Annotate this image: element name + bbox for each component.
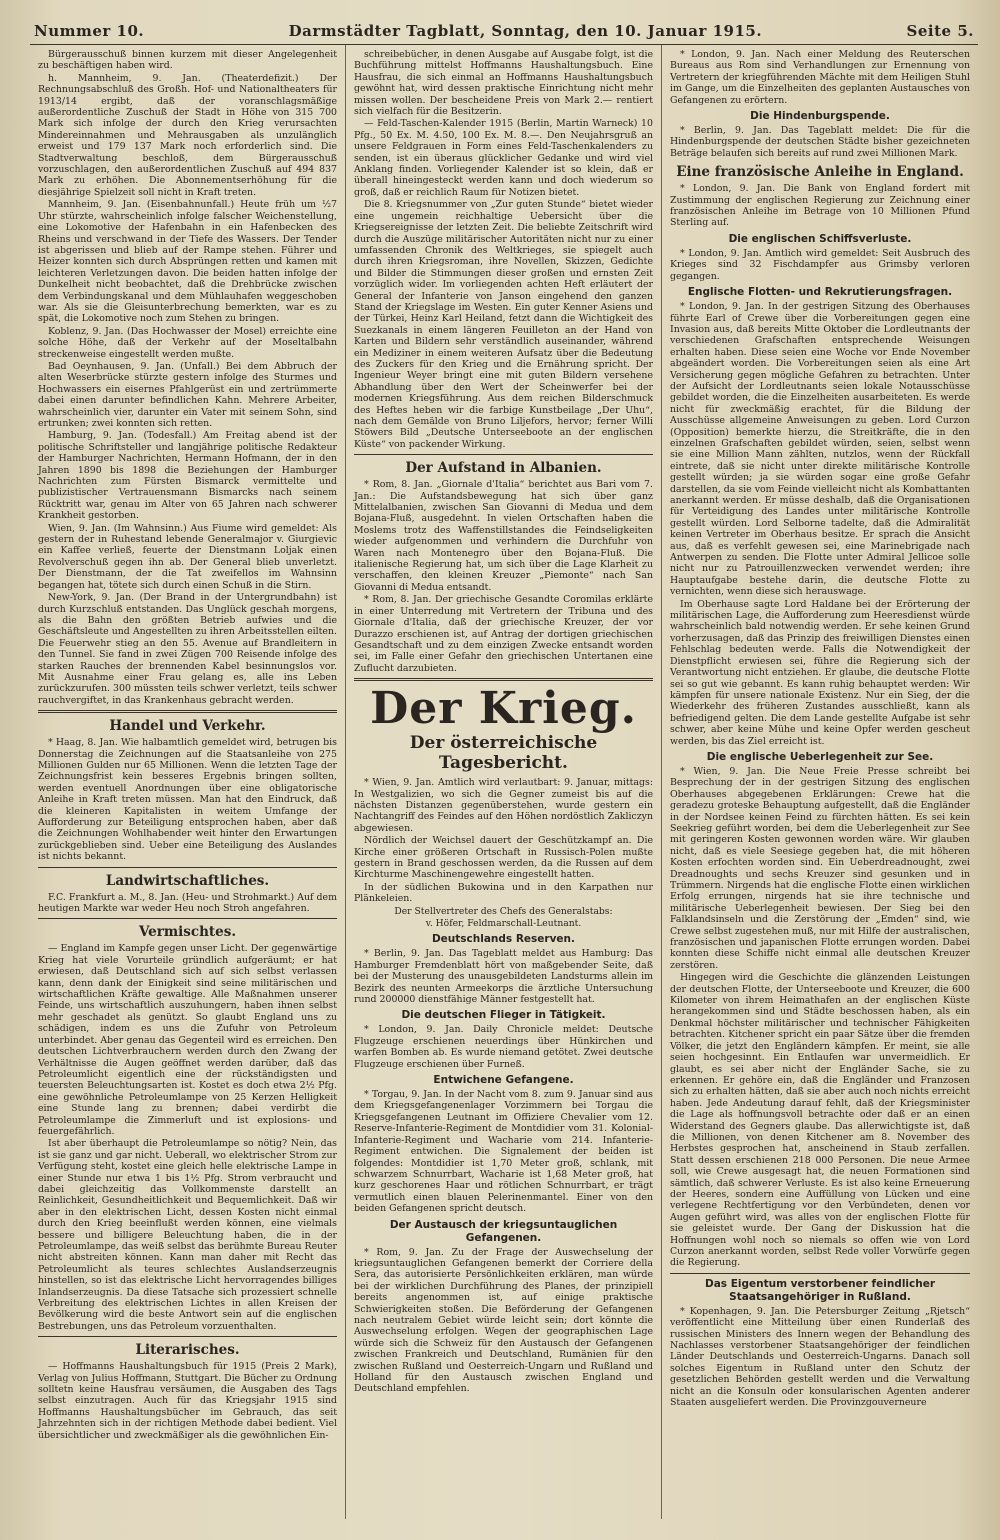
section-heading-flottenfragen: Englische Flotten- und Rekrutierungsfragen. (687, 286, 953, 299)
section-heading-ueberlegenheit: Die englische Ueberlegenheit zur See. (706, 750, 934, 763)
column-1 (30, 45, 346, 1519)
section-heading-eigentum: Das Eigentum verstorbener feindlicher Staatsangehöriger in Rußland. (704, 1277, 936, 1303)
article-text: * Berlin, 9. Jan. Das Tageblatt meldet aus Hamburg: Das Hamburger Fremdenblatt hört von maßgebender Seite, daß bei der Musterung des unausgebildeten Landsturms allein im Bezirk des neunten Armeekorps die ärztliche Untersuchung rund 200000 dienstfähige Männer festgestellt hat. (354, 948, 653, 1006)
main-headline-krieg: Der Krieg. (370, 683, 637, 735)
subheadline-tagesbericht: Der österreichische Tagesbericht. (409, 733, 598, 774)
section-heading-austausch: Der Austausch der kriegsuntauglichen Gefangenen. (389, 1218, 618, 1244)
article-text: Wien, 9. Jan. (Im Wahnsinn.) Aus Fiume wird gemeldet: Als gestern der in Ruhestand lebende Generalmajor v. Giurgievic ein Kaffee verließ, feuerte der Dienstmann Loljak einen Revolverschuß gegen ihn ab. Der General blieb unverletzt. Der Dienstmann, der die Tat zweifellos im Wahnsinn begangen hat, tötete sich durch einen Schuß in die Stirn. (38, 522, 337, 591)
signature-name: v. Höfer, Feldmarschall-Leutnant. (425, 918, 582, 929)
masthead (30, 22, 978, 45)
article-text: Die 8. Kriegsnummer von „Zur guten Stunde“ bietet wieder eine ungemein reichhaltige Uebersicht über die Kriegsereignisse der letzten Zeit. Die beliebte Zeitschrift wird durch die Auszüge militärischer Autoritäten nicht nur zu einer umfassenden Chronik des Weltkrieges, sie spiegelt auch durch ihren Kriegsroman, ihre Novellen, Skizzen, Gedichte und Bilder die Stimmungen dieser großen und ernsten Zeit vorzüglich wider. Im vorliegenden achten Heft erläutert der General der Infanterie von Janson eingehend den ganzen Stand der Kriegslage im Westen. Ein guter Kenner Asiens und der Türkei, Heinz Karl Heiland, fetzt dann die Wichtigkeit des Suezkanals in einem längeren Feuilleton an der Hand von Karten und Bildern sehr verständlich auseinander, während ein Mediziner in einem weiteren Aufsatz über die Bedeutung des Zuckers für den Krieg und die Ernährung spricht. Der Ingenieur Weyer bringt eine mit guten Bildern versehene Abhandlung über den Wert der Scheinwerfer bei der modernen Kriegsführung. Aus dem reichen Bilderschmuck des Heftes heben wir die farbige Kunstbeilage „Der Uhu“, nach dem Gemälde von Bruno Liljefors, hervor; ferner Willi Stöwers Bild „Deutsche Unterseeboote an der englischen Küste“ von packender Wirkung. (354, 199, 653, 450)
article-text: * Rom, 8. Jan. „Giornale d'Italia“ berichtet aus Bari vom 7. Jan.: Die Aufstandsbewegung hat sich über ganz Mittelalbanien, zwischen San Giovanni di Medua und dem Bojana-Fluß, ausgedehnt. In vielen Ortschaften haben die Moslems trotz des Waffenstillstandes die Feindseligkeiten wieder aufgenommen und verhindern die Durchfuhr von Waren nach Montenegro über den Bojana-Fluß. Die italienische Regierung hat, um sich über die Lage Klarheit zu verschaffen, den kleinen Kreuzer „Piemonte“ nach San Giovanni di Medua entsandt. (354, 479, 653, 593)
signature-line: Der Stellvertreter des Chefs des Generalstabs: (394, 905, 613, 917)
article-text: * London, 9. Jan. Amtlich wird gemeldet: Seit Ausbruch des Krieges sind 32 Fischdampfer aus Grimsby verloren gegangen. (670, 247, 970, 282)
article-text: * London, 9. Jan. Daily Chronicle meldet: Deutsche Flugzeuge erschienen neuerdings über Hünkirchen und warfen Bomben ab. Es wurde niemand getötet. Zwei deutsche Flugzeuge erschienen über Furneß. (354, 1024, 653, 1070)
issue-number: Nummer 10. (34, 22, 145, 40)
article-text: * Rom, 9. Jan. Zu der Frage der Auswechselung der kriegsuntauglichen Gefangenen bemerkt der Corriere della Sera, das autorisierte Persönlichkeiten erklären, man würde bei der wirklichen Durchführung des Planes, der prinzipiell bereits angenommen ist, auf einige praktische Schwierigkeiten stoßen. Die Beförderung der Gefangenen nach neutralem Gebiet würde leicht sein; dort könnte die Auswechselung erfolgen. Wegen der geographischen Lage würde sich die Schweiz für den Austausch der Gefangenen zwischen Frankreich und Deutschland, Rumänien für den zwischen Rußland und Oesterreich-Ungarn und Rußland und Holland für den Austausch zwischen England und Deutschland empfehlen. (354, 1246, 653, 1395)
article-text: Nördlich der Weichsel dauert der Geschützkampf an. Die Kirche einer größeren Ortschaft in Russisch-Polen mußte gestern in Brand geschossen werden, da die Russen auf dem Kirchturme Maschinengewehre eingestellt hatten. (354, 835, 653, 881)
section-divider (38, 1336, 337, 1337)
section-divider (38, 710, 337, 713)
article-text: * Wien, 9. Jan. Die Neue Freie Presse schreibt bei Besprechung der in der gestrigen Sitzung des englischen Oberhauses abgegebenen Erklärungen: Crewe hat die geradezu groteske Behauptung aufgestellt, daß die Engländer in der Nordsee keinen Feind zu fürchten hätten. Es sei kein Seekrieg geführt worden, bei dem die Ueberlegenheit zur See mit geringeren Kosten gewonnen worden wäre. Wir glauben nicht, daß es viele Seesiege gegeben hat, die mit höheren Kosten erfochten worden sind. Ein Ueberdreadnought, zwei Dreadnoughts und sechs Kreuzer sind gesunken und in Trümmern. Nirgends hat die englische Flotte einen wirklichen Erfolg errungen, nirgends hat sie ihre technische und militärische Ueberlegenheit bewiesen. Der Sieg bei den Falklandsinseln und die Zerstörung der „Emden“ sind, wie Crewe selbst zugestehen muß, nur mit Hilfe der australischen, französischen und japanischen Flotte errungen worden. Dabei konnten diese Schiffe nicht einmal alle deutschen Kreuzer zerstören. (670, 765, 970, 971)
section-heading-reserven: Deutschlands Reserven. (431, 933, 576, 946)
article-text: * Berlin, 9. Jan. Das Tageblatt meldet: Die für die Hindenburgspende der deutschen Städte bisher gezeichneten Beträge belaufen sich bereits auf rund zwei Millionen Mark. (670, 125, 970, 159)
article-text: * London, 9. Jan. Nach einer Meldung des Reuterschen Bureaus aus Rom sind Verhandlungen zur Ernennung von Vertretern der kriegführenden Mächte mit dem Heiligen Stuhl im Gange, um die Einzelheiten des geplanten Austausches von Gefangenen zu erörtern. (670, 49, 970, 106)
article-text: In der südlichen Bukowina und in den Karpathen nur Plänkeleien. (354, 881, 653, 905)
article-text: — Hoffmanns Haushaltungsbuch für 1915 (Preis 2 Mark), Verlag von Julius Hoffmann, Stuttgart. Die Bücher zu Ordnung solltetn keine Hausfrau versäumen, die Ausgaben des Tags selbst einzutragen. Auch für das Kriegsjahr 1915 sind Hoffmanns Haushaltungsbücher im Gebrauch, das seit Jahrzehnten sich in der richtigen Methode dabei bedient. Viel übersichtlicher und zweckmäßiger als die gewöhnlichen Ein- (38, 1361, 337, 1441)
section-heading-hindenburgspende: Die Hindenburgspende. (750, 110, 890, 123)
column-2 (346, 45, 662, 1519)
section-divider (354, 454, 653, 455)
article-text: * Rom, 8. Jan. Der griechische Gesandte Coromilas erklärte in einer Unterredung mit Vertretern der Tribuna und des Giornale d'Italia, daß der griechische Kreuzer, der vor Durazzo erschienen ist, auf Antrag der dortigen griechischen Gesandtschaft und zu dem einzigen Zwecke entsandt worden sei, im Falle einer Gefahr den griechischen Untertanen eine Zuflucht darzubieten. (354, 594, 653, 674)
article-text: New-York, 9. Jan. (Der Brand in der Untergrundbahn) ist durch Kurzschluß entstanden. Das Unglück geschah morgens, als die Bahn den größten Betrieb aufwies und die Geschäftsleute und Angestellten zu ihren Arbeitsstellen eilten. Die Feuerwehr stieg an den 55. Avenue auf Brandleitern in den Tunnel. Sie fand in zwei Zügen 700 Reisende infolge des starken Rauches der brennenden Kabel besinnungslos vor. Mit Ausnahme einer Frau gelang es, alle ins Leben zurückzurufen. 300 müssten teils schwer verletzt, teils schwer rauchvergiftet, in das Krankenhaus gebracht werden. (38, 592, 337, 706)
section-divider (354, 678, 653, 681)
section-heading-vermischtes: Vermischtes. (138, 924, 237, 941)
section-divider (38, 867, 337, 868)
section-divider (38, 918, 337, 919)
article-text: * London, 9. Jan. Die Bank von England fordert mit Zustimmung der englischen Regierung zur Zeichnung einer französischen Anleihe im Betrage von 10 Millionen Pfund Sterling auf. (670, 183, 970, 229)
section-heading-gefangene: Entwichene Gefangene. (433, 1074, 574, 1087)
article-text: * Haag, 8. Jan. Wie halbamtlich gemeldet wird, betrugen bis Donnerstag die Zeichnungen auf die Staatsanleihe von 275 Millionen Gulden nur 65 Millionen. Wenn die letzten Tage der Zeichnungsfrist kein besseres Ergebnis bringen sollten, werden eventuell Anordnungen über eine obligatorische Anleihe in Kraft treten müssen. Man hat den Eindruck, daß die kleineren Kapitalisten in weitem Umfange der Aufforderung zur Beteiligung entsprochen haben, aber daß die Zeichnungen Wohlhabender weit hinter den Erwartungen zurückgeblieben sind. Ueber eine Beteiligung des Auslandes ist nichts bekannt. (38, 737, 337, 863)
article-text: Bad Oeynhausen, 9. Jan. (Unfall.) Bei dem Abbruch der alten Weserbrücke stürzte gestern infolge des Sturmes und Hochwassers ein eisernes Pfahlgerüst ein und zertrümmerte dabei einen darunter befindlichen Kahn. Mehrere Arbeiter, wahrscheinlich vier, darunter ein Vater mit seinem Sohn, sind ertrunken; zwei konnten sich retten. (38, 360, 337, 429)
article-text: * Torgau, 9. Jan. In der Nacht vom 8. zum 9. Januar sind aus dem Kriegsgefangenenlager Vorzimmern bei Torgau die Kriegsgefangenen Leutnant im Offiziere Chevalier vom 12. Reserve-Infanterie-Regiment de Montdidier vom 31. Kolonial-Infanterie-Regiment und Wacharie vom 214. Infanterie-Regiment entwichen. Die Signalement der beiden ist folgendes: Montdidier ist 1,70 Meter groß, schlank, mit schwarzem Schnurrbart, Wacharie ist 1,68 Meter groß, hat kurz geschorenes Haar und rötlichen Schnurrbart, er trägt vermutlich einen blauen Pelerinenmantel. Einer von den beiden Gefangenen spricht deutsch. (354, 1089, 653, 1215)
section-heading-flieger: Die deutschen Flieger in Tätigkeit. (401, 1009, 606, 1022)
column-3 (662, 45, 978, 1519)
section-heading-albanien: Der Aufstand in Albanien. (405, 460, 602, 477)
page-number: Seite 5. (906, 22, 974, 40)
article-text: Ist aber überhaupt die Petroleumlampe so nötig? Nein, das ist sie ganz und gar nicht. Ueberall, wo elektrischer Strom zur Verfügung steht, kostet eine gleich helle elektrische Lampe in einer Stunde nur etwa 1 bis 1½ Pfg. Strom verbraucht und dabei gleichzeitig das Vollkommenste darstellt an Reinlichkeit, Gesundheitlichkeit und Bequemlichkeit. Daß wir aber in den elektrischen Licht, dessen Kosten nicht einmal durch den Krieg beeinflußt werden können, eine vielmals bessere und billigere Beleuchtung haben, die in der Petroleumlampe, das weiß selbst das berühmte Bureau Reuter nicht abstreiten können. Kann man daher mit Recht das Petroleumlicht als teures schlechtes Auslandserzeugnis hinstellen, so ist das elektrische Licht hervorragendes billiges Inlandserzeugnis. Da diese Tatsache sich prozessiert schnelle Verbreitung des elektrischen Lichtes in allen Kreisen der Bevölkerung wird die beste Antwort sein auf die englischen Bestrebungen, uns das Petroleum vorzuenthalten. (38, 1138, 337, 1332)
section-heading-literarisches: Literarisches. (135, 1342, 240, 1359)
article-text: Bürgerausschuß binnen kurzem mit dieser Angelegenheit zu beschäftigen haben wird. (38, 49, 337, 72)
section-heading-anleihe: Eine französische Anleihe in England. (676, 164, 964, 181)
article-text: * Wien, 9. Jan. Amtlich wird verlautbart: 9. Januar, mittags: In Westgalizien, wo sich die Gegner zumeist bis auf die nächsten Distanzen gegenüberstehen, wurde gestern ein Nachtangriff des Feindes auf den Höhen nordöstlich Zakliczyn abgewiesen. (354, 777, 653, 834)
article-text: Mannheim, 9. Jan. (Eisenbahnunfall.) Heute früh um ½7 Uhr stürzte, wahrscheinlich infolge falscher Weichenstellung, eine Lokomotive der Hafenbahn in ein Hafenbecken des Rheins und verschwand in der Tiefe des Wassers. Der Tender ist abgerissen und blieb auf der Rampe stehen. Führer und Heizer konnten sich durch Absprüngen retten und kamen mit leichteren Verletzungen davon. Die beiden hatten infolge der Dunkelheit nicht beobachtet, daß die Drehbrücke zwischen dem Verbindungskanal und dem Mühlauhafen weggeschoben war. Als sie die Gleisunterbrechung bemerkten, war es zu spät, die Lokomotive noch zum Stehen zu bringen. (38, 199, 337, 325)
newspaper-title-date: Darmstädter Tagblatt, Sonntag, den 10. Januar 1915. (288, 22, 763, 40)
article-text: Hamburg, 9. Jan. (Todesfall.) Am Freitag abend ist der politische Schriftsteller und langjährige politische Redakteur der Hamburger Nachrichten, Hermann Hofmann, der in den Jahren 1890 bis 1898 die Beziehungen der Hamburger Nachrichten zum Fürsten Bismarck vermittelte und publizistischer Vertrauensmann Bismarcks nach seinem Rücktritt war, genau im Alter von 65 Jahren nach schwerer Krankheit gestorben. (38, 430, 337, 522)
section-divider (670, 1273, 970, 1274)
article-text: Im Oberhause sagte Lord Haldane bei der Erörterung der militärischen Lage, die Aufforderung zum Heeresdienst würde wahrscheinlich bald notwendig werden. Er sehe keinen Grund vorherzusagen, daß das Prinzip des freiwilligen Dienstes einen Fehlschlag bedeuten werde. Falls die Notwendigkeit der Dienstpflicht erwiesen sei, führe die Regierung sich der Verantwortung nicht entziehen. Er glaube, die deutsche Flotte sei so gut wie gebannt. Es kann ruhig behauptet werden: Wir kämpfen für unsere nationale Existenz. Nur ein Sieg, der die Wiederkehr des früheren Zustandes ausschließt, kann als befriedigend gelten. Die dem Lande gestellte Aufgabe ist sehr schwer, aber keine Mühe und keine Opfer werden gescheut werden, bis das Ziel erreicht ist. (670, 598, 970, 747)
article-text: Koblenz, 9. Jan. (Das Hochwasser der Mosel) erreichte eine solche Höhe, daß der Verkehr auf der Moseltalbahn streckenweise eingestellt werden mußte. (38, 325, 337, 360)
article-text: * Kopenhagen, 9. Jan. Die Petersburger Zeitung „Rjetsch“ veröffentlicht eine Mitteilung über einen Runderlaß des russischen Ministers des Innern wegen der Behandlung des Nachlasses verstorbener Staatsangehöriger der feindlichen Länder Deutschlands und Oesterreich-Ungarns. Danach soll solches Eigentum in Rußland unter den Schutz der gesetzlichen Behörden gestellt werden und die Verwaltung nicht an die Konsuln oder konsularischen Agenten anderer Staaten ausgeliefert werden. Die Provinzgouverneure (670, 1305, 970, 1409)
article-text: — England im Kampfe gegen unser Licht. Der gegenwärtige Krieg hat viele Vorurteile gründlich aufgeräumt; er hat erwiesen, daß Deutschland sich auf sich selbst verlassen kann, denn dank der Einigkeit sind seine militärischen und wirtschaftlichen Kräfte gewaltige. Alle Maßnahmen unserer Feinde, uns wirtschaftlich auszuhungern, haben ihnen selbst mehr geschadet als genützt. So glaubt England uns zu schädigen, indem es uns die Zufuhr von Petroleum unterbindet. Aber genau das Gegenteil wird es erreichen. Den deutschen Lichtverbrauchern werden durch den Zwang der Verhältnisse die Augen geöffnet werden darüber, daß das Petroleumlicht eigentlich eine der rückständigsten und teuersten Beleuchtungsarten ist. Kostet es doch etwa 2½ Pfg. eine gewöhnliche Petroleumlampe von 25 Kerzen Helligkeit eine Stunde lang zu brennen; dabei verdirbt die Petroleumlampe die Zimmerluft und ist explosions- und feuergefährlich. (38, 943, 337, 1137)
article-text: — Feld-Taschen-Kalender 1915 (Berlin, Martin Warneck) 10 Pfg., 50 Ex. M. 4.50, 100 Ex. M. 8.—. Den Neujahrsgruß an unsere Feldgrauen in Form eines Feld-Taschenkalenders zu senden, ist ein überaus glücklicher Gedanke und wird viel Anklang finden. Vorliegender Kalender ist so klein, daß er überall hineingesteckt werden kann und doch wiederum so groß, daß er reichlich Raum für Notizen bietet. (354, 118, 653, 198)
article-text: schreibebücher, in denen Ausgabe auf Ausgabe folgt, ist die Buchführung mittelst Hoffmanns Haushaltungsbuch. Eine Hausfrau, die sich einmal an Hoffmanns Haushaltungsbuch gewöhnt hat, wird dessen praktische Einrichtung nicht mehr missen wollen. Der bescheidene Preis von Mark 2.— rentiert sich vielfach für die Besitzerin. (354, 49, 653, 118)
article-text: h. Mannheim, 9. Jan. (Theaterdefizit.) Der Rechnungsabschluß des Großh. Hof- und Nationaltheaters für 1913/14 ergibt, daß der voranschlagsmäßige außerordentliche Zuschuß der Stadt in Höhe von 315 700 Mark sich infolge der durch den Krieg verursachten Mindereinnahmen und Mehrausgaben als unzulänglich erweist und 179 137 Mark noch erforderlich sind. Die Stadtverwaltung beschloß, dem Bürgerausschuß vorzuschlagen, den außerordentlichen Zuschuß auf 494 837 Mark zu erhöhen. Die Abonnementserhöhung für die diesjährige Spielzeit soll nicht in Kraft treten. (38, 72, 337, 198)
article-text: F.C. Frankfurt a. M., 8. Jan. (Heu- und Strohmarkt.) Auf dem heutigen Markte war weder Heu noch Stroh angefahren. (38, 891, 337, 915)
article-text: * London, 9. Jan. In der gestrigen Sitzung des Oberhauses führte Earl of Crewe über die Vorbereitungen gegen eine Invasion aus, daß bereits Mitte Oktober die Lordleutnants der verschiedenen Grafschaften entsprechende Weisungen erhalten haben. Diese seien eine Woche vor Ende November abgeändert worden. Die Vorbereitungen seien als eine Art Versicherung gegen mögliche Gefahren zu betrachten. Unter der Aufsicht der Lordleutnants seien lokale Notausschüsse gebildet worden, die die Einzelheiten ausarbeiteten. Es werde nicht für zweckmäßig erachtet, für die Bildung der Ausschüsse allgemeine Anweisungen zu geben. Lord Curzon (Opposition) bemerkte hierzu, die Streitkräfte, die in den einzelnen Grafschaften gebildet würden, seien, selbst wenn sie eine Million Mann zählten, nutzlos, wenn der Rückfall eintrete, daß sie nicht unter direkte militärische Kontrolle gestellt würden; ja sie würden sogar eine große Gefahr darstellen, da sie vom Feinde vielleicht nicht als Kombattanten anerkannt werden. Er müsse deshalb, daß die Organisationen für Verteidigung des Landes unter militärische Kontrolle gestellt würden. Lord Selborne tadelte, daß die Admiralität keinen Vertreter im Oberhaus besitze. Er sprach die Ansicht aus, daß es verfehlt gewesen sei, eine Marinebrigade nach Antwerpen zu senden. Die Flotte unter Admiral Jellicoe solle nicht nur zu Patrouillenzwecken verwendet werden; ihre Hauptaufgabe bestehe darin, die deutsche Flotte zu vernichten, wenn diese sich herauswage. (670, 301, 970, 598)
section-heading-handel: Handel und Verkehr. (109, 718, 266, 735)
article-text: Hingegen wird die Geschichte die glänzenden Leistungen der deutschen Flotte, der Unterseeboote und Kreuzer, die 600 Kilometer von ihrem Heimathafen an der englischen Küste herangekommen sind und Städte beschossen haben, als ein Denkmal höchster militärischer und technischer Fähigkeiten betrachten. Kitchener spricht ein paar Sätze über die fremden Völker, die jetzt den Engländern kämpfen. Er meint, sie alle seien hochgesinnt. Ein Entlaufen war unvermeidlich. Er glaubt, es sei aber nicht der Engländer Sache, sie zu erkennen. Er gehöre ein, daß die Engländer und Franzosen sich zu erhalten hätten, daß sie aber auch noch nichts erreicht haben. Jede Andeutung darauf fehlt, daß der Kriegsminister die Lage als hoffnungsvoll betrachte oder daß er an einen Widerstand des Gegners glaube. Das allerwichtigste ist, daß die Millionen, von denen Kitchener am 8. November des Herbstes gesprochen hat, anscheinend in Staub zerfallen. Statt dessen erschienen 218 000 Personen. Die neue Armee soll, wie Crewe ausgesagt hat, die neuen Formationen sind sämtlich, daß schwerer Verluste. Es ist also keine Erneuerung der Heeres, sondern eine Auffüllung von Lücken und eine verlegene Rechtfertigung vor den Verbündeten, denen vor Augen geführt wird, was alles von der englischen Flotte für sie geleistet wurde. Der Gang der Diskussion hat die Hoffnungen wohl noch so niemals so offen wie von Lord Curzon anerkannt worden, selbst Rede voller Vorwürfe gegen die Regierung. (670, 972, 970, 1269)
section-heading-schiffsverluste: Die englischen Schiffsverluste. (728, 232, 912, 245)
section-heading-landwirtschaft: Landwirtschaftliches. (105, 872, 270, 889)
column-grid (30, 45, 978, 1519)
